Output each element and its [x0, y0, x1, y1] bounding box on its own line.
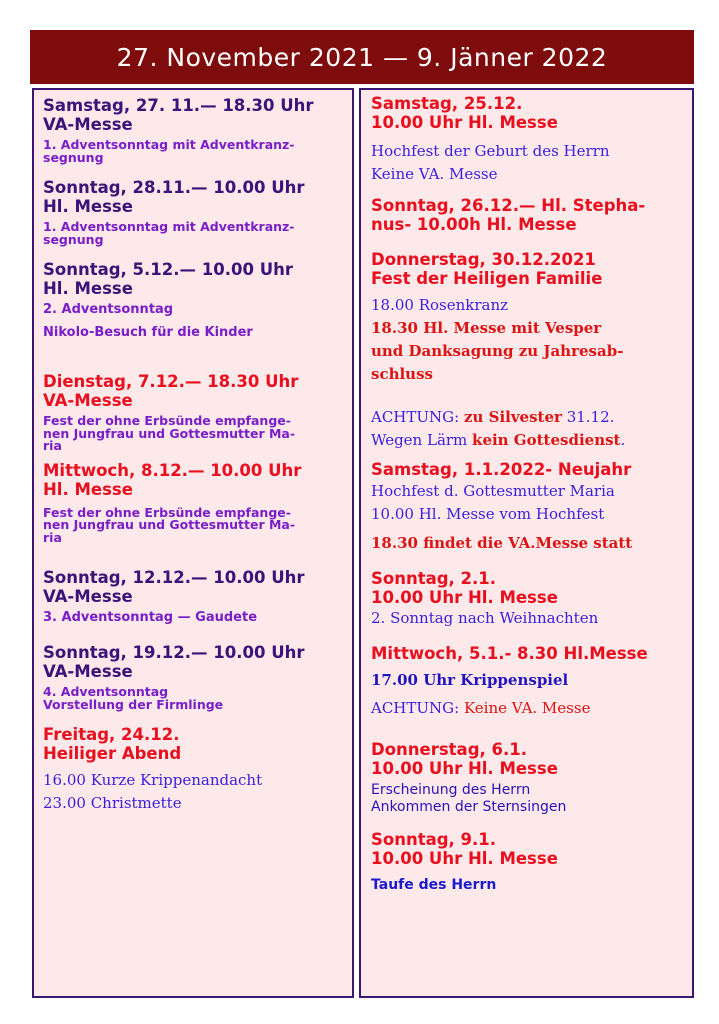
schedule-line: 17.00 Uhr Krippenspiel [371, 671, 569, 689]
event-entry [371, 460, 686, 555]
description-line: segnung [43, 149, 104, 165]
event-schedule [43, 769, 344, 815]
event-heading: Sonntag, 2.1. [371, 569, 497, 588]
event-schedule [371, 294, 686, 386]
left-column [32, 88, 354, 998]
event-heading: 10.00 Uhr Hl. Messe [371, 588, 558, 607]
schedule-line: 10.00 Hl. Messe vom Hochfest [371, 505, 605, 523]
event-description [43, 303, 344, 340]
schedule-line: 2. Sonntag nach Weihnachten [371, 609, 599, 627]
event-description [43, 415, 344, 453]
event-entry [43, 372, 344, 453]
notice-label: ACHTUNG: [371, 408, 464, 426]
notice-line [371, 697, 686, 720]
event-entry [43, 260, 344, 340]
schedule-line: 18.30 Hl. Messe mit Vesper [371, 319, 602, 337]
event-entry [43, 643, 344, 711]
event-description [43, 139, 344, 164]
event-heading: Sonntag, 5.12.— 10.00 Uhr [43, 260, 293, 279]
description-line: Nikolo-Besuch für die Kinder [43, 325, 253, 340]
notice-text: . [620, 431, 626, 449]
event-schedule [371, 669, 686, 720]
schedule-line: Keine VA. Messe [371, 165, 498, 183]
description-line: 4. Adventsonntag [43, 684, 169, 699]
event-heading: Fest der Heiligen Familie [371, 269, 603, 288]
event-heading: nus- 10.00h Hl. Messe [371, 215, 577, 234]
date-range-banner [30, 30, 694, 84]
event-description [43, 504, 344, 545]
event-heading: 10.00 Uhr Hl. Messe [371, 849, 558, 868]
event-entry [43, 461, 344, 545]
description-line: nen Jungfrau und Gottesmutter Ma- [43, 425, 296, 441]
event-heading: Sonntag, 26.12.— Hl. Stepha- [371, 196, 646, 215]
description-line: 2. Adventsonntag [43, 302, 174, 317]
event-description [371, 876, 686, 894]
schedule-line: und Danksagung zu Jahresab- [371, 342, 624, 360]
description-line: Erscheinung des Herrn [371, 782, 531, 798]
schedule-line: 18.00 Rosenkranz [371, 296, 509, 314]
event-heading: VA-Messe [43, 662, 133, 681]
description-line: Fest der ohne Erbsünde empfange- [43, 413, 291, 428]
description-line: Taufe des Herrn [371, 877, 497, 893]
schedule-line: schluss [371, 365, 433, 383]
event-entry [371, 569, 686, 630]
notice-text: 31.12. [561, 408, 615, 426]
notice-highlight: kein Gottesdienst [472, 431, 621, 449]
event-heading: Mittwoch, 5.1.- 8.30 Hl.Messe [371, 644, 648, 663]
event-entry [371, 740, 686, 816]
schedule-line: 23.00 Christmette [43, 794, 182, 812]
description-line: Vorstellung der Firmlinge [43, 696, 224, 712]
description-line: segnung [43, 231, 104, 247]
event-entry [371, 94, 686, 186]
event-entry [371, 830, 686, 894]
event-heading: Sonntag, 9.1. [371, 830, 497, 849]
notice-entry [371, 406, 686, 452]
event-heading: Freitag, 24.12. [43, 725, 180, 744]
event-description [43, 686, 344, 711]
event-heading: Samstag, 1.1.2022- Neujahr [371, 460, 632, 479]
event-heading: VA-Messe [43, 587, 133, 606]
schedule-line: 16.00 Kurze Krippenandacht [43, 771, 263, 789]
event-heading: Donnerstag, 6.1. [371, 740, 528, 759]
event-entry [371, 196, 686, 234]
event-heading: 10.00 Uhr Hl. Messe [371, 113, 558, 132]
description-line: ria [43, 438, 62, 453]
event-schedule [371, 140, 686, 186]
event-heading: Donnerstag, 30.12.2021 [371, 250, 596, 269]
notice-highlight: Keine VA. Messe [463, 699, 591, 717]
event-heading: Hl. Messe [43, 197, 133, 216]
notice-line [371, 429, 686, 452]
schedule-line: Hochfest d. Gottesmutter Maria [371, 482, 615, 500]
description-line: Fest der ohne Erbsünde empfange- [43, 504, 291, 520]
event-entry [371, 644, 686, 720]
right-column [359, 88, 694, 998]
notice-label: ACHTUNG: [371, 699, 464, 717]
schedule-line: Hochfest der Geburt des Herrn [371, 142, 610, 160]
event-heading: Sonntag, 28.11.— 10.00 Uhr [43, 178, 305, 197]
event-heading: Sonntag, 12.12.— 10.00 Uhr [43, 568, 305, 587]
notice-text: Wegen Lärm [371, 431, 473, 449]
description-line: 3. Adventsonntag — Gaudete [43, 610, 258, 625]
event-heading: VA-Messe [43, 115, 133, 134]
banner-title: 27. November 2021 — 9. Jänner 2022 [116, 42, 608, 72]
event-entry [371, 250, 686, 386]
event-entry [43, 96, 344, 164]
notice-line [371, 406, 686, 429]
description-line: 1. Adventsonntag mit Adventkranz- [43, 219, 295, 234]
event-heading: Hl. Messe [43, 279, 133, 298]
description-line: Ankommen der Sternsingen [371, 799, 567, 815]
notice-highlight: zu Silvester [463, 408, 562, 426]
event-schedule [371, 480, 686, 555]
event-description [43, 221, 344, 246]
event-description [371, 782, 686, 816]
description-line: ria [43, 529, 62, 545]
event-heading: Sonntag, 19.12.— 10.00 Uhr [43, 643, 305, 662]
event-entry [43, 178, 344, 246]
event-heading: Mittwoch, 8.12.— 10.00 Uhr [43, 460, 302, 480]
event-heading: Samstag, 25.12. [371, 94, 523, 113]
event-heading: VA-Messe [43, 391, 133, 410]
description-line: nen Jungfrau und Gottesmutter Ma- [43, 517, 296, 532]
schedule-line: 18.30 findet die VA.Messe statt [371, 534, 633, 552]
event-heading: Hl. Messe [43, 479, 133, 499]
event-schedule [371, 607, 686, 630]
event-entry [43, 568, 344, 625]
event-heading: Dienstag, 7.12.— 18.30 Uhr [43, 372, 299, 391]
event-heading: 10.00 Uhr Hl. Messe [371, 759, 558, 778]
event-heading: Samstag, 27. 11.— 18.30 Uhr [43, 96, 314, 115]
event-description [43, 611, 344, 625]
description-line: 1. Adventsonntag mit Adventkranz- [43, 137, 295, 152]
event-heading: Heiliger Abend [43, 744, 182, 763]
event-entry [43, 725, 344, 815]
